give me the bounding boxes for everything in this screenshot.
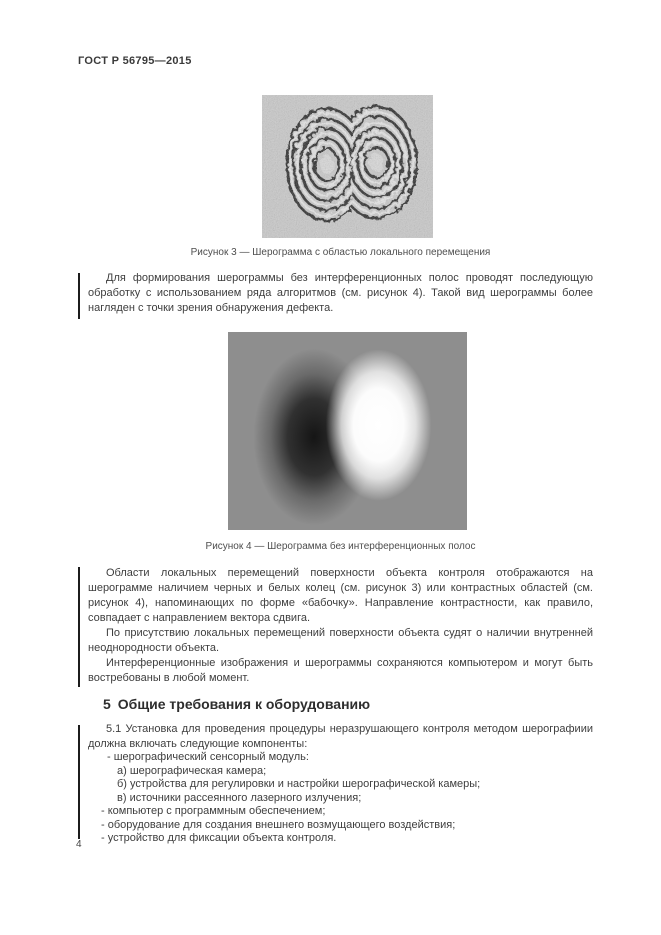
section-5-heading	[88, 696, 593, 712]
list-item: - устройство для фиксации объекта контроля.	[101, 832, 337, 844]
figure3-image	[262, 95, 433, 238]
figure3-caption: Рисунок 3 — Шерограмма с областью локального перемещения	[190, 247, 491, 258]
paragraph-5-1	[88, 722, 593, 752]
document-header: ГОСТ Р 56795—2015	[78, 55, 192, 67]
figure4-image	[228, 332, 467, 530]
list-item: - оборудование для создания внешнего возмущающего воздействия;	[101, 818, 456, 831]
interference-rings-graphic	[262, 95, 433, 238]
list-item: а) шерографическая камера;	[117, 764, 267, 777]
list-item: - компьютер с программным обеспечением;	[101, 805, 326, 817]
change-bar	[78, 567, 80, 687]
section-title: Общие требования к оборудованию	[117, 696, 371, 712]
change-bar	[78, 725, 80, 839]
components-list	[88, 751, 593, 846]
change-bar	[78, 273, 80, 319]
paragraph-text: Для формирования шерограммы без интерференционных полос проводят последующую обработку с использованием ряда алгоритмов (см. рисунок 4). Такой вид шерограммы более нагляден с точки зрения обнаружения дефекта.	[88, 272, 593, 314]
paragraph-text: По присутствию локальных перемещений поверхности объекта судят о наличии внутренней неоднородности объекта.	[88, 627, 593, 654]
paragraph-processing	[88, 271, 593, 316]
list-item: б) устройства для регулировки и настройки шерографической камеры;	[117, 778, 481, 790]
list-item: в) источники рассеянного лазерного излучения;	[117, 791, 362, 804]
paragraph-text: Интерференционные изображения и шерограммы сохраняются компьютером и могут быть востребованы в любой момент.	[88, 657, 593, 684]
section-number: 5	[103, 696, 111, 712]
page-number: 4	[76, 839, 82, 850]
paragraph-text: Области локальных перемещений поверхности объекта контроля отображаются на шерограмме наличием черных и белых колец (см. рисунок 3) или контрастных областей (см. рисунок 4), напоминающих по форме «бабочку». Направление контрастности, как правило, совпадает с направлением вектора сдвига.	[88, 567, 593, 624]
paragraph-block	[88, 566, 593, 686]
figure4-caption: Рисунок 4 — Шерограмма без интерференционных полос	[205, 541, 476, 552]
paragraph-text: 5.1 Установка для проведения процедуры неразрушающего контроля методом шерографиии должна включать следующие компоненты:	[88, 723, 593, 750]
list-item: - шерографический сенсорный модуль:	[107, 751, 309, 763]
